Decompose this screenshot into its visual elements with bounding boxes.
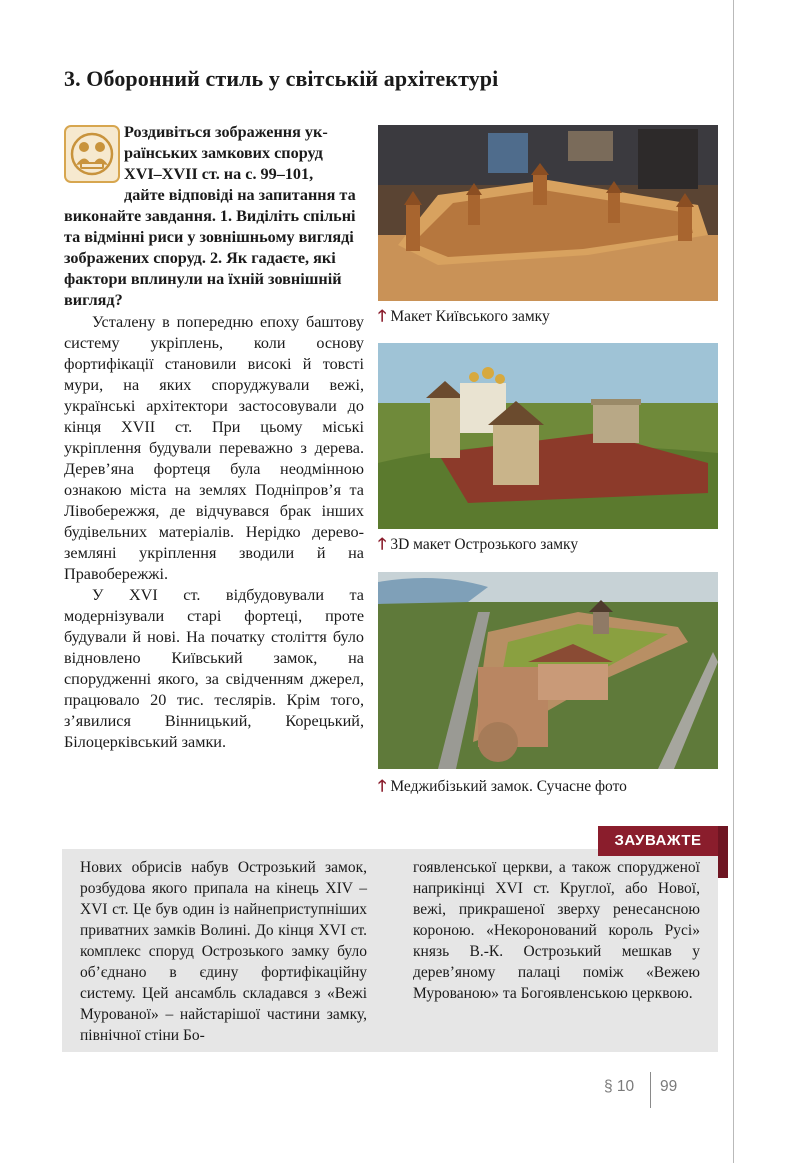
task-line: виконайте завдання. 1. Виділіть спільні (64, 207, 356, 225)
body-text (64, 312, 364, 753)
task-line: фактори вплинули на їхній зовнішній (64, 270, 342, 288)
caption-text: 3D макет Острозького замку (390, 536, 579, 553)
task-line: вигляд? (64, 291, 123, 309)
caption-arrow-icon: 🡑 (378, 536, 387, 553)
task-line: зображених споруд. 2. Як гадаєте, які (64, 249, 336, 267)
page-edge-rule (733, 0, 734, 1163)
task-line: раїнських замкових споруд (124, 144, 323, 162)
kyiv-castle-model-photo (378, 125, 718, 301)
note-tag-flap (718, 826, 728, 878)
note-tag: ЗАУВАЖТЕ (598, 826, 718, 856)
figure-caption (378, 536, 578, 554)
ostroh-castle-3d-photo (378, 343, 718, 529)
section-title: 3. Оборонний стиль у світській архітектурі (64, 66, 499, 91)
note-text-left: Нових обрисів набув Острозький замок, розбудова якого припала на кінець XIV – XVI ст. Це був один із найнеприступніших приватних замків Волині. До кінця XVI ст. комплекс споруд Острозького замку було об’єднано в єдину фортифікаційну систему. Цей ансамбль складався з «Вежі Мурованої» – найстарішої частини замку, північної стіни Бо- (80, 859, 367, 1044)
body-paragraph: Усталену в попередню епоху баштову систему укріплень, коли основу фортифікації становили високі й товсті мури, на яких споруджували вежі, українські архітектори застосовували до кінця XVII ст. При цьому міські укріплення будували переважно з дерева. Дерев’яна фортеця була неодмінною ознакою міста на землях Подніпров’я та Лівобережжя, де відчувався брак інших будівельних матеріалів. Нерідко дерево-земляні укріплення зводили й на Правобережжі. (64, 313, 364, 583)
caption-text: Меджибізький замок. Сучасне фото (390, 778, 627, 795)
task-line: дайте відповіді на запитання та (124, 186, 356, 204)
note-text-right: гоявленської церкви, а також спорудженої наприкінці XVI ст. Круглої, або Нової, вежі, прикрашеної зверху ренесансною короною. «Некоронований король Русі» князь В.-К. Острозький мешкав у дерев’яному палаці поміж «Вежею Мурованою» та Богоявленською церквою. (413, 859, 700, 1002)
page-number: 99 (660, 1078, 678, 1095)
body-paragraph: У XVI ст. відбудовували та модернізували старі фортеці, проте будували й нові. На початку століття було відновлено Київський замок, на спорудженні якого, за свідченням джерел, працювало 20 тис. теслярів. Крім того, з’явилися Вінницький, Корецький, Білоцерківський замки. (64, 586, 364, 751)
task-line: XVI–XVII ст. на с. 99–101, (124, 165, 314, 183)
figure-caption (378, 308, 550, 326)
footer-divider (650, 1072, 651, 1108)
caption-arrow-icon: 🡑 (378, 778, 387, 795)
task-line: Роздивіться зображення ук- (124, 123, 328, 141)
figure-caption (378, 778, 627, 796)
caption-text: Макет Київського замку (390, 308, 550, 325)
caption-arrow-icon: 🡑 (378, 308, 387, 325)
task-text (64, 122, 364, 311)
footer-section-number: § 10 (604, 1078, 635, 1095)
medzhybizh-castle-photo (378, 572, 718, 769)
task-line: та відмінні риси у зовнішньому вигляді (64, 228, 354, 246)
